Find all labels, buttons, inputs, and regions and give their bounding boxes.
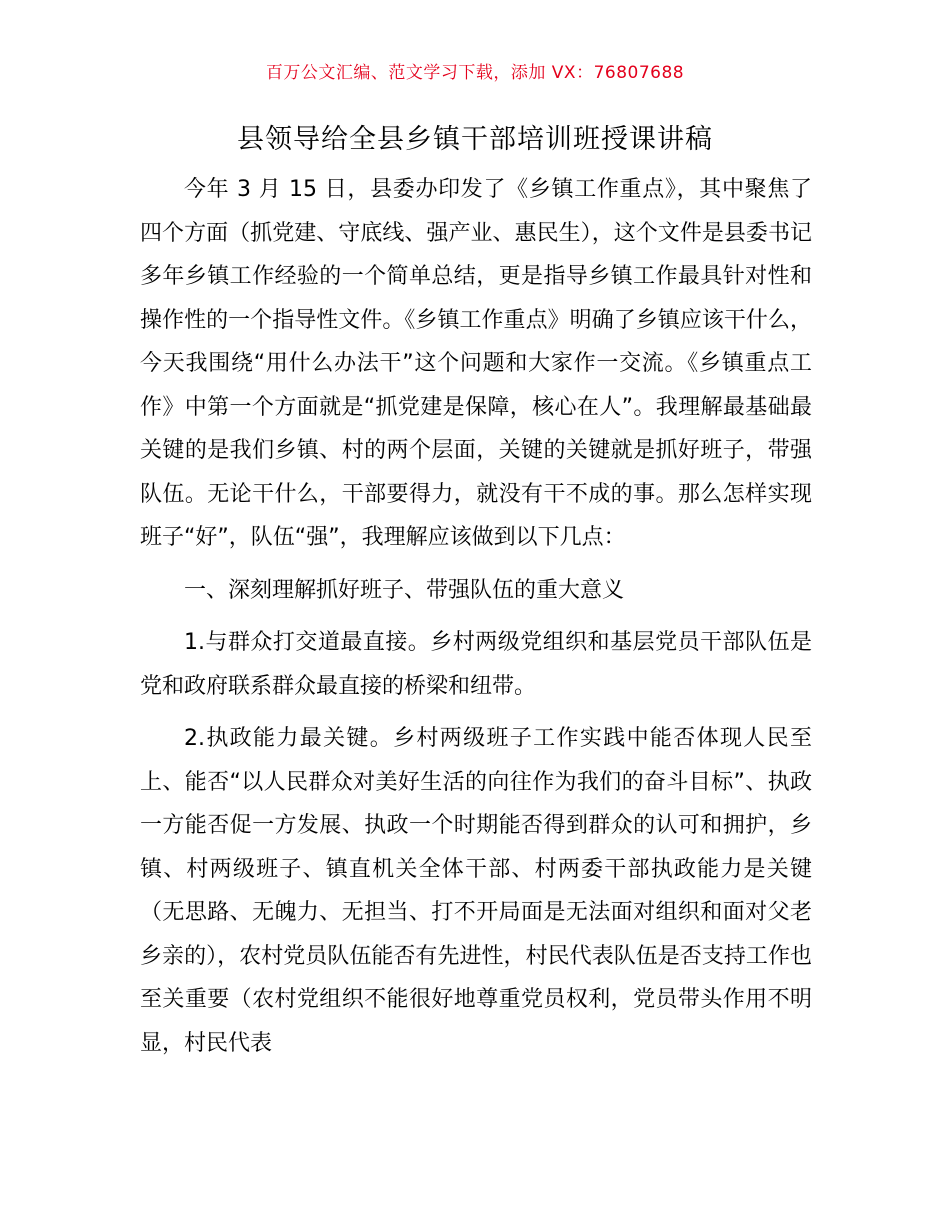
paragraph-point-1: 1.与群众打交道最直接。乡村两级党组织和基层党员干部队伍是党和政府联系群众最直接的桥梁和纽带。: [140, 630, 812, 699]
paragraph-point-2: 2.执政能力最关键。乡村两级班子工作实践中能否体现人民至上、能否“以人民群众对美好生活的向往作为我们的奋斗目标”、执政一方能否促一方发展、执政一个时期能否得到群众的认可和拥护，乡镇、村两级班子、镇直机关全体干部、村两委干部执政能力是关键（无思路、无魄力、无担当、打不开局面是无法面对组织和面对父老乡亲的），农村党员队伍能否有先进性，村民代表队伍是否支持工作也至关重要（农村党组织不能很好地尊重党员权利，党员带头作用不明显，村民代表: [140, 726, 812, 1056]
page-title: 县领导给全县乡镇干部培训班授课讲稿: [237, 124, 713, 155]
section-heading: 一、深刻理解抓好班子、带强队伍的重大意义: [184, 577, 625, 603]
header-banner: 百万公文汇编、范文学习下载，添加 VX：76807688: [265, 63, 685, 83]
paragraph-intro: 今年 3 月 15 日，县委办印发了《乡镇工作重点》，其中聚焦了四个方面（抓党建、守底线、强产业、惠民生），这个文件是县委书记多年乡镇工作经验的一个简单总结，更是指导乡镇工作最具针对性和操作性的一个指导性文件。《乡镇工作重点》明确了乡镇应该干什么，今天我围绕“用什么办法干”这个问题和大家作一交流。《乡镇重点工作》中第一个方面就是“抓党建是保障，核心在人”。我理解最基础最关键的是我们乡镇、村的两个层面，关键的关键就是抓好班子，带强队伍。无论干什么，干部要得力，就没有干不成的事。那么怎样实现班子“好”，队伍“强”，我理解应该做到以下几点：: [140, 177, 812, 550]
document-body: [140, 168, 812, 1065]
